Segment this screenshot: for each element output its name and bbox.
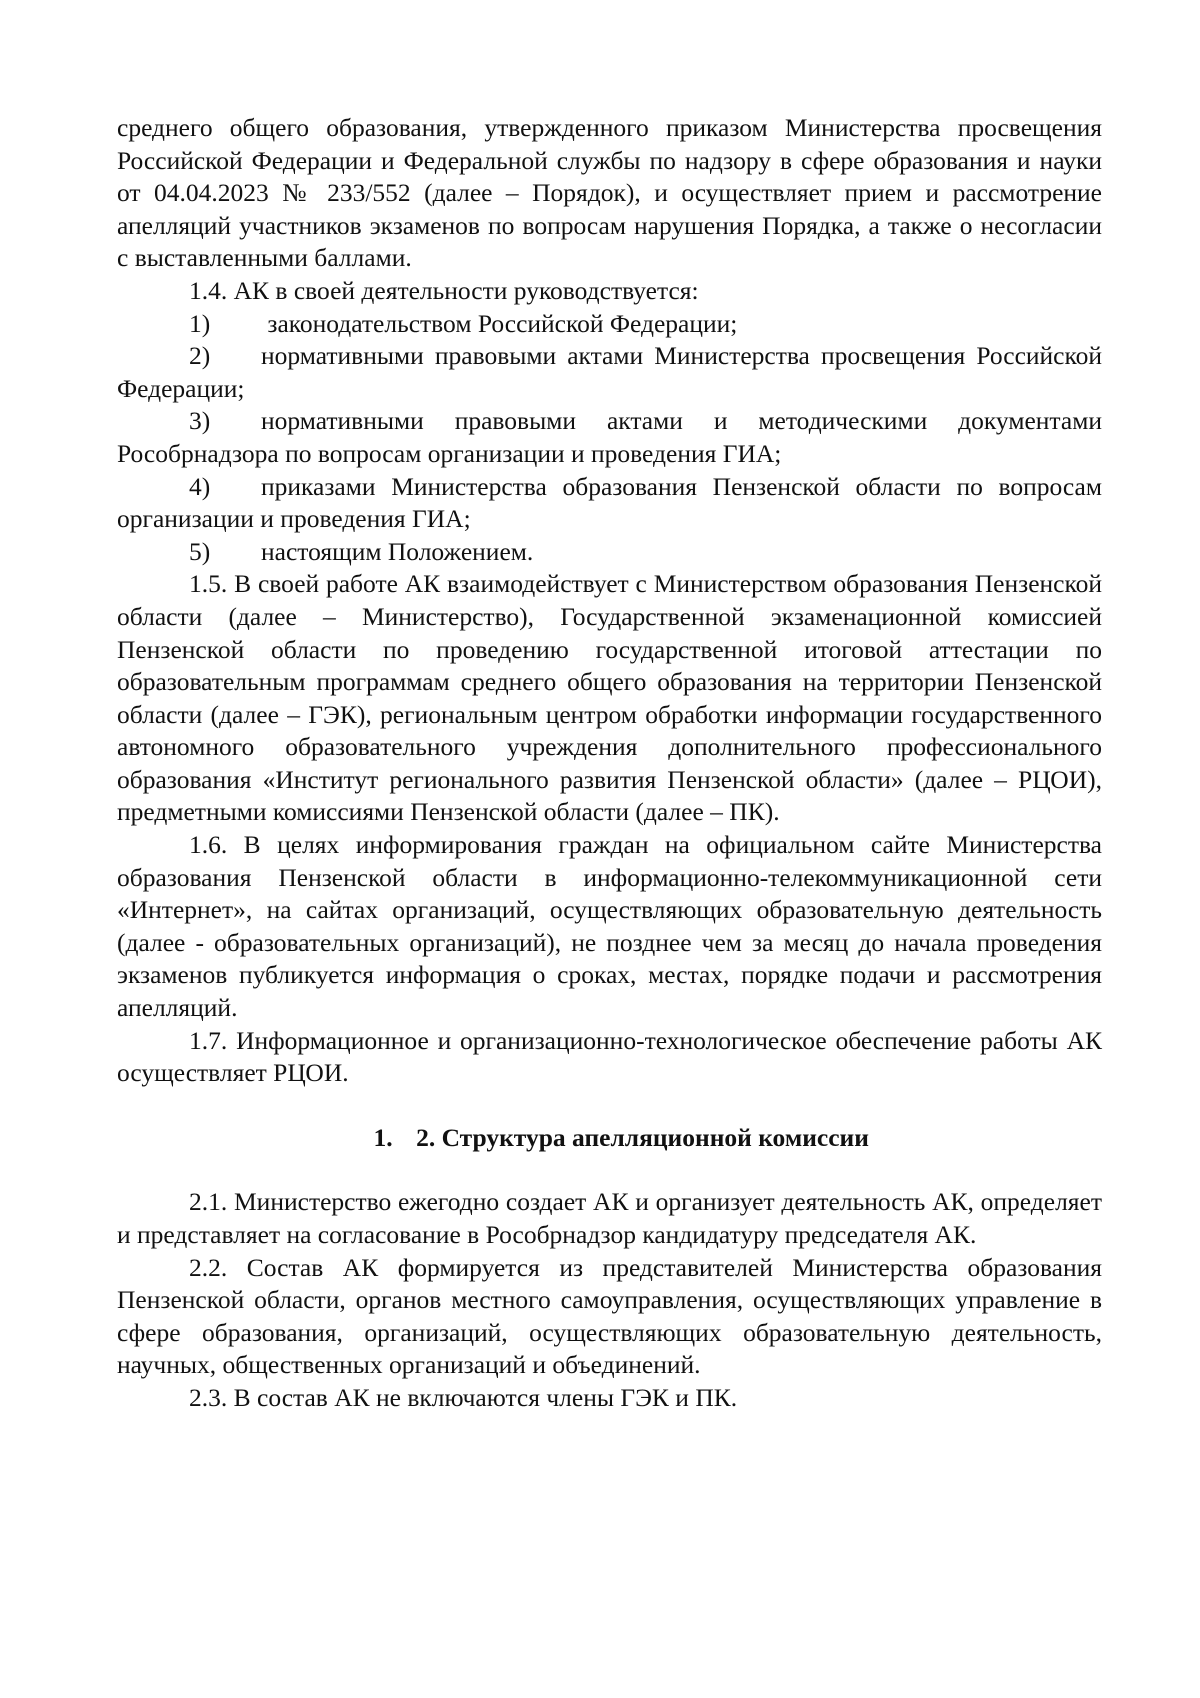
list-item <box>117 471 1102 536</box>
paragraph-2-2: 2.2. Состав АК формируется из представителей Министерства образования Пензенской области, органов местного самоуправления, осуществляющих управление в сфере образования, организаций, осуществляющих образовательную деятельность, научных, общественных организаций и объединений. <box>117 1252 1102 1380</box>
list-item <box>117 340 1102 405</box>
list-item <box>117 536 1102 569</box>
list-item-text: нормативными правовыми актами и методическими документами Рособрнадзора по вопросам организации и проведения ГИА; <box>117 406 1102 468</box>
paragraph-1-4: 1.4. АК в своей деятельности руководствуется: <box>189 275 699 305</box>
list-item <box>117 405 1102 470</box>
paragraph-1-7: 1.7. Информационное и организационно-технологическое обеспечение работы АК осуществляет РЦОИ. <box>117 1025 1102 1088</box>
paragraph-1-6: 1.6. В целях информирования граждан на официальном сайте Министерства образования Пензенской области в информационно-телекоммуникационной сети «Интернет», на сайтах организаций, осуществляющих образовательную деятельность (далее - образовательных организаций), не позднее чем за месяц до начала проведения экзаменов публикуется информация о сроках, местах, порядке подачи и рассмотрения апелляций. <box>117 830 1102 1023</box>
document-page <box>117 112 1102 1415</box>
list-item-number: 3) <box>189 406 211 436</box>
paragraph-1-5: 1.5. В своей работе АК взаимодействует с Министерством образования Пензенской области (далее – Министерство), Государственной экзаменационной комиссией Пензенской области по проведению государственной итоговой аттестации по образовательным программам среднего общего образования на территории Пензенской области (далее – ГЭК), региональным центром обработки информации государственного автономного образовательного учреждения дополнительного профессионального образования «Институт регионального развития Пензенской области» (далее – РЦОИ), предметными комиссиями Пензенской области (далее – ПК). <box>117 569 1102 827</box>
list-item-text: настоящим Положением. <box>261 536 534 566</box>
paragraph-2-1: 2.1. Министерство ежегодно создает АК и организует деятельность АК, определяет и представляет на согласование в Рособрнадзор кандидатуру председателя АК. <box>117 1187 1102 1249</box>
intro-paragraph: среднего общего образования, утвержденного приказом Министерства просвещения Российской Федерации и Федеральной службы по надзору в сфере образования и науки от 04.04.2023 № 233/552 (далее – Порядок), и осуществляет прием и рассмотрение апелляций участников экзаменов по вопросам нарушения Порядка, а также о несогласии с выставленными баллами. <box>117 113 1102 273</box>
list-item-text: нормативными правовыми актами Министерства просвещения Российской Федерации; <box>117 341 1102 403</box>
list-item-number: 1) <box>189 308 211 338</box>
paragraph-2-3: 2.3. В состав АК не включаются члены ГЭК и ПК. <box>189 1382 738 1412</box>
list-item <box>117 308 1102 341</box>
section-heading <box>117 1090 1102 1187</box>
list-item-number: 4) <box>189 471 211 501</box>
list-item-number: 2) <box>189 341 211 371</box>
section-heading-number: 1. <box>373 1122 393 1152</box>
list-item-number: 5) <box>189 536 211 566</box>
section-heading-title: 2. Структура апелляционной комиссии <box>416 1122 869 1152</box>
list-item-text: законодательством Российской Федерации; <box>261 308 738 338</box>
list-item-text: приказами Министерства образования Пензенской области по вопросам организации и проведения ГИА; <box>117 471 1102 534</box>
